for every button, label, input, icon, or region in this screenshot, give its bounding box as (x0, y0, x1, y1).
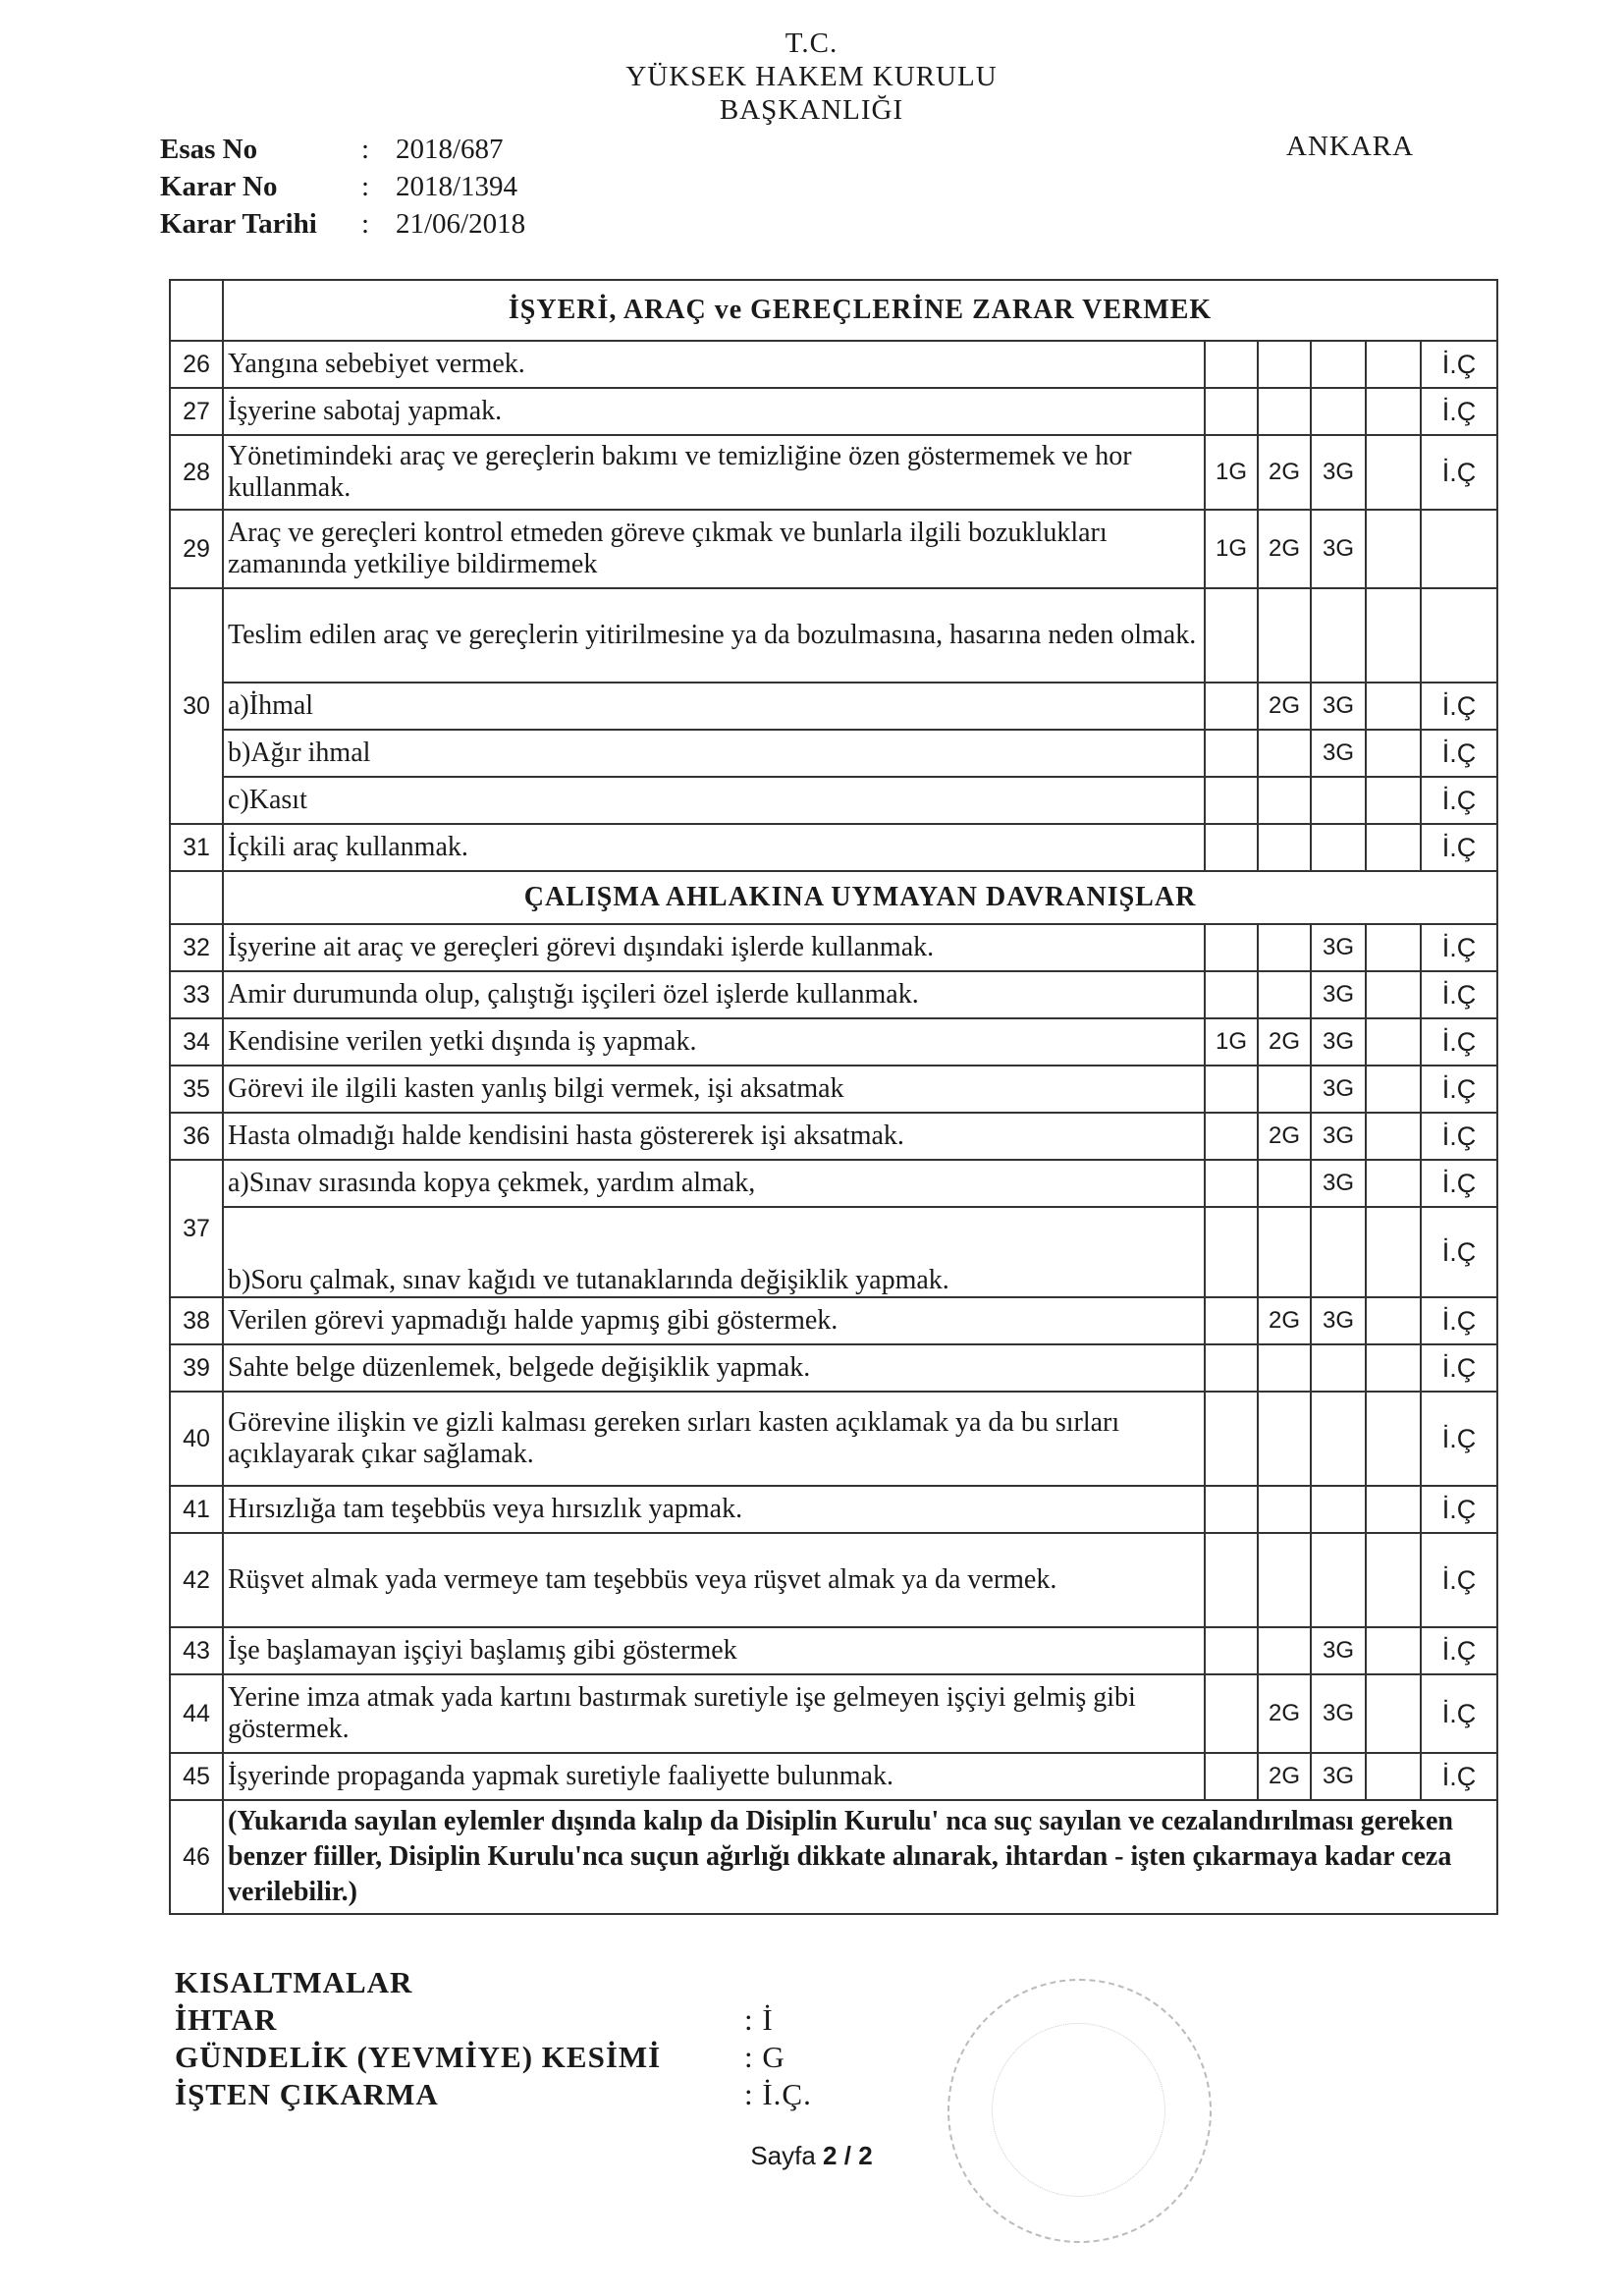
penalty-table (169, 279, 1498, 1915)
row-text: b)Soru çalmak, sınav kağıdı ve tutanaklarında değişiklik yapmak. (223, 1207, 1205, 1297)
row-text-general-clause: (Yukarıda sayılan eylemler dışında kalıp da Disiplin Kurulu' nca suç sayılan ve cezalandırılması gereken benzer fiiller, Disiplin Kurulu'nca suçun ağırlığı dikkate alınarak, ihtardan - işten çıkarmaya kadar ceza verilebilir.) (223, 1800, 1497, 1914)
table-row (170, 1392, 1497, 1486)
row-number: 39 (170, 1344, 223, 1392)
row-number: 28 (170, 435, 223, 510)
meta-label: Karar Tarihi (160, 208, 317, 240)
meta-value: 21/06/2018 (396, 208, 526, 240)
row-text: Araç ve gereçleri kontrol etmeden göreve çıkmak ve bunlarla ilgili bozuklukları zamanında yetkiliye bildirmemek (223, 510, 1205, 588)
row-number: 43 (170, 1627, 223, 1674)
penalty-ic: İ.Ç (1421, 1627, 1497, 1674)
penalty-ic: İ.Ç (1421, 1344, 1497, 1392)
meta-label: Esas No (160, 134, 258, 165)
abbreviation-key: GÜNDELİK (YEVMİYE) KESİMİ (175, 2040, 662, 2074)
row-number: 46 (170, 1800, 223, 1914)
penalty-1g: 1G (1205, 510, 1258, 588)
penalty-ic: İ.Ç (1421, 777, 1497, 824)
meta-value: 2018/1394 (396, 171, 518, 202)
penalty-ic: İ.Ç (1421, 1297, 1497, 1344)
penalty-2g: 2G (1258, 1113, 1311, 1160)
case-meta (160, 131, 525, 243)
row-text: İşyerine ait araç ve gereçleri görevi dışındaki işlerde kullanmak. (223, 924, 1205, 971)
row-number: 30 (170, 588, 223, 824)
penalty-3g: 3G (1311, 510, 1366, 588)
meta-row-karar: Karar No : 2018/1394 (160, 168, 525, 205)
penalty-ic: İ.Ç (1421, 824, 1497, 871)
penalty-3g: 3G (1311, 1113, 1366, 1160)
table-row (170, 1486, 1497, 1533)
header-presidency: BAŞKANLIĞI (719, 94, 904, 126)
row-text: Rüşvet almak yada vermeye tam teşebbüs veya rüşvet almak ya da vermek. (223, 1533, 1205, 1627)
penalty-ic: İ.Ç (1421, 341, 1497, 388)
meta-row-tarih: Karar Tarihi : 21/06/2018 (160, 205, 525, 243)
penalty-ic: İ.Ç (1421, 1207, 1497, 1297)
row-text: Teslim edilen araç ve gereçlerin yitirilmesine ya da bozulmasına, hasarına neden olmak. (223, 588, 1205, 683)
row-text: Yangına sebebiyet vermek. (223, 341, 1205, 388)
page-prefix: Sayfa (750, 2141, 816, 2170)
row-number: 34 (170, 1018, 223, 1066)
table-row (170, 1160, 1497, 1207)
penalty-3g: 3G (1311, 924, 1366, 971)
penalty-2g: 2G (1258, 1674, 1311, 1753)
row-number: 35 (170, 1066, 223, 1113)
row-text: b)Ağır ihmal (223, 730, 1205, 777)
section-header-row (170, 871, 1497, 924)
table-subrow (170, 683, 1497, 730)
row-number: 38 (170, 1297, 223, 1344)
penalty-3g: 3G (1311, 1674, 1366, 1753)
table-row (170, 971, 1497, 1018)
row-text: İçkili araç kullanmak. (223, 824, 1205, 871)
table-row (170, 824, 1497, 871)
row-text: Görevi ile ilgili kasten yanlış bilgi vermek, işi aksatmak (223, 1066, 1205, 1113)
page-separator: / (843, 2141, 851, 2170)
table-row (170, 341, 1497, 388)
row-number: 36 (170, 1113, 223, 1160)
penalty-2g: 2G (1258, 1753, 1311, 1800)
row-number: 45 (170, 1753, 223, 1800)
table-row (170, 1800, 1497, 1914)
abbreviation-item (175, 2076, 812, 2113)
penalty-ic: İ.Ç (1421, 1018, 1497, 1066)
row-text: Görevine ilişkin ve gizli kalması gereken sırları kasten açıklamak ya da bu sırları açıklayarak çıkar sağlamak. (223, 1392, 1205, 1486)
penalty-ic: İ.Ç (1421, 1066, 1497, 1113)
penalty-ic: İ.Ç (1421, 1392, 1497, 1486)
penalty-ic: İ.Ç (1421, 388, 1497, 435)
row-text: İşyerine sabotaj yapmak. (223, 388, 1205, 435)
page-total: 2 (858, 2141, 873, 2170)
abbreviation-item (175, 2001, 812, 2039)
penalty-3g: 3G (1311, 435, 1366, 510)
row-text: Kendisine verilen yetki dışında iş yapmak. (223, 1018, 1205, 1066)
penalty-2g: 2G (1258, 1297, 1311, 1344)
row-text: a)İhmal (223, 683, 1205, 730)
header-institution: YÜKSEK HAKEM KURULU (625, 61, 998, 92)
penalty-2g: 2G (1258, 1018, 1311, 1066)
penalty-3g: 3G (1311, 1753, 1366, 1800)
row-number: 33 (170, 971, 223, 1018)
table-row (170, 388, 1497, 435)
row-text: a)Sınav sırasında kopya çekmek, yardım almak, (223, 1160, 1205, 1207)
penalty-ic: İ.Ç (1421, 435, 1497, 510)
table-subrow (170, 1207, 1497, 1297)
table-row (170, 1066, 1497, 1113)
table-subrow (170, 730, 1497, 777)
page-number (0, 2141, 1623, 2171)
penalty-ic: İ.Ç (1421, 730, 1497, 777)
row-number: 32 (170, 924, 223, 971)
row-text: Sahte belge düzenlemek, belgede değişiklik yapmak. (223, 1344, 1205, 1392)
row-text: Hırsızlığa tam teşebbüs veya hırsızlık yapmak. (223, 1486, 1205, 1533)
table-row (170, 1674, 1497, 1753)
penalty-3g: 3G (1311, 1627, 1366, 1674)
penalty-3g: 3G (1311, 971, 1366, 1018)
row-number: 27 (170, 388, 223, 435)
abbreviation-key: İHTAR (175, 2002, 278, 2037)
row-text: İşe başlamayan işçiyi başlamış gibi göstermek (223, 1627, 1205, 1674)
table-row (170, 1344, 1497, 1392)
penalty-3g: 3G (1311, 1297, 1366, 1344)
penalty-ic: İ.Ç (1421, 1160, 1497, 1207)
penalty-ic: İ.Ç (1421, 1753, 1497, 1800)
penalty-2g: 2G (1258, 435, 1311, 510)
abbreviation-value: : İ.Ç. (744, 2077, 812, 2111)
section-title: ÇALIŞMA AHLAKINA UYMAYAN DAVRANIŞLAR (223, 871, 1497, 924)
row-number: 37 (170, 1160, 223, 1297)
row-text: Amir durumunda olup, çalıştığı işçileri özel işlerde kullanmak. (223, 971, 1205, 1018)
row-text: İşyerinde propaganda yapmak suretiyle faaliyette bulunmak. (223, 1753, 1205, 1800)
penalty-3g: 3G (1311, 1066, 1366, 1113)
abbreviations (175, 1964, 812, 2113)
penalty-ic: İ.Ç (1421, 1486, 1497, 1533)
penalty-ic: İ.Ç (1421, 1533, 1497, 1627)
row-text: Verilen görevi yapmadığı halde yapmış gibi göstermek. (223, 1297, 1205, 1344)
section-title: İŞYERİ, ARAÇ ve GEREÇLERİNE ZARAR VERMEK (223, 280, 1497, 341)
penalty-3g: 3G (1311, 683, 1366, 730)
meta-value: 2018/687 (396, 134, 504, 165)
meta-row-esas: Esas No : 2018/687 (160, 131, 525, 168)
penalty-ic: İ.Ç (1421, 1113, 1497, 1160)
penalty-ic: İ.Ç (1421, 1674, 1497, 1753)
table-row (170, 510, 1497, 588)
abbreviations-title: KISALTMALAR (175, 1965, 413, 1999)
row-number: 42 (170, 1533, 223, 1627)
table-subrow (170, 777, 1497, 824)
penalty-ic: İ.Ç (1421, 971, 1497, 1018)
row-text: Yönetimindeki araç ve gereçlerin bakımı ve temizliğine özen göstermemek ve hor kullanmak. (223, 435, 1205, 510)
row-number: 31 (170, 824, 223, 871)
penalty-ic: İ.Ç (1421, 924, 1497, 971)
table-row (170, 924, 1497, 971)
penalty-1g: 1G (1205, 1018, 1258, 1066)
penalty-ic: İ.Ç (1421, 683, 1497, 730)
row-number: 29 (170, 510, 223, 588)
row-text: c)Kasıt (223, 777, 1205, 824)
table-row (170, 1297, 1497, 1344)
table-row (170, 1533, 1497, 1627)
penalty-2g: 2G (1258, 683, 1311, 730)
city-label: ANKARA (1286, 131, 1415, 162)
row-number: 44 (170, 1674, 223, 1753)
table-row (170, 588, 1497, 683)
table-row (170, 1753, 1497, 1800)
row-text: Hasta olmadığı halde kendisini hasta göstererek işi aksatmak. (223, 1113, 1205, 1160)
abbreviation-value: : İ (744, 2002, 774, 2037)
row-number: 40 (170, 1392, 223, 1486)
abbreviation-value: : G (744, 2040, 785, 2074)
row-number: 41 (170, 1486, 223, 1533)
penalty-3g: 3G (1311, 1018, 1366, 1066)
row-number: 26 (170, 341, 223, 388)
section-header-row (170, 280, 1497, 341)
header-tc: T.C. (784, 27, 839, 59)
page-current: 2 (823, 2141, 838, 2170)
table-row (170, 1018, 1497, 1066)
penalty-2g: 2G (1258, 510, 1311, 588)
table-row (170, 435, 1497, 510)
table-row (170, 1627, 1497, 1674)
row-text: Yerine imza atmak yada kartını bastırmak suretiyle işe gelmeyen işçiyi gelmiş gibi göstermek. (223, 1674, 1205, 1753)
abbreviation-key: İŞTEN ÇIKARMA (175, 2077, 439, 2111)
abbreviation-item (175, 2039, 812, 2076)
meta-label: Karar No (160, 171, 278, 202)
table-row (170, 1113, 1497, 1160)
penalty-3g: 3G (1311, 730, 1366, 777)
penalty-1g: 1G (1205, 435, 1258, 510)
penalty-3g: 3G (1311, 1160, 1366, 1207)
